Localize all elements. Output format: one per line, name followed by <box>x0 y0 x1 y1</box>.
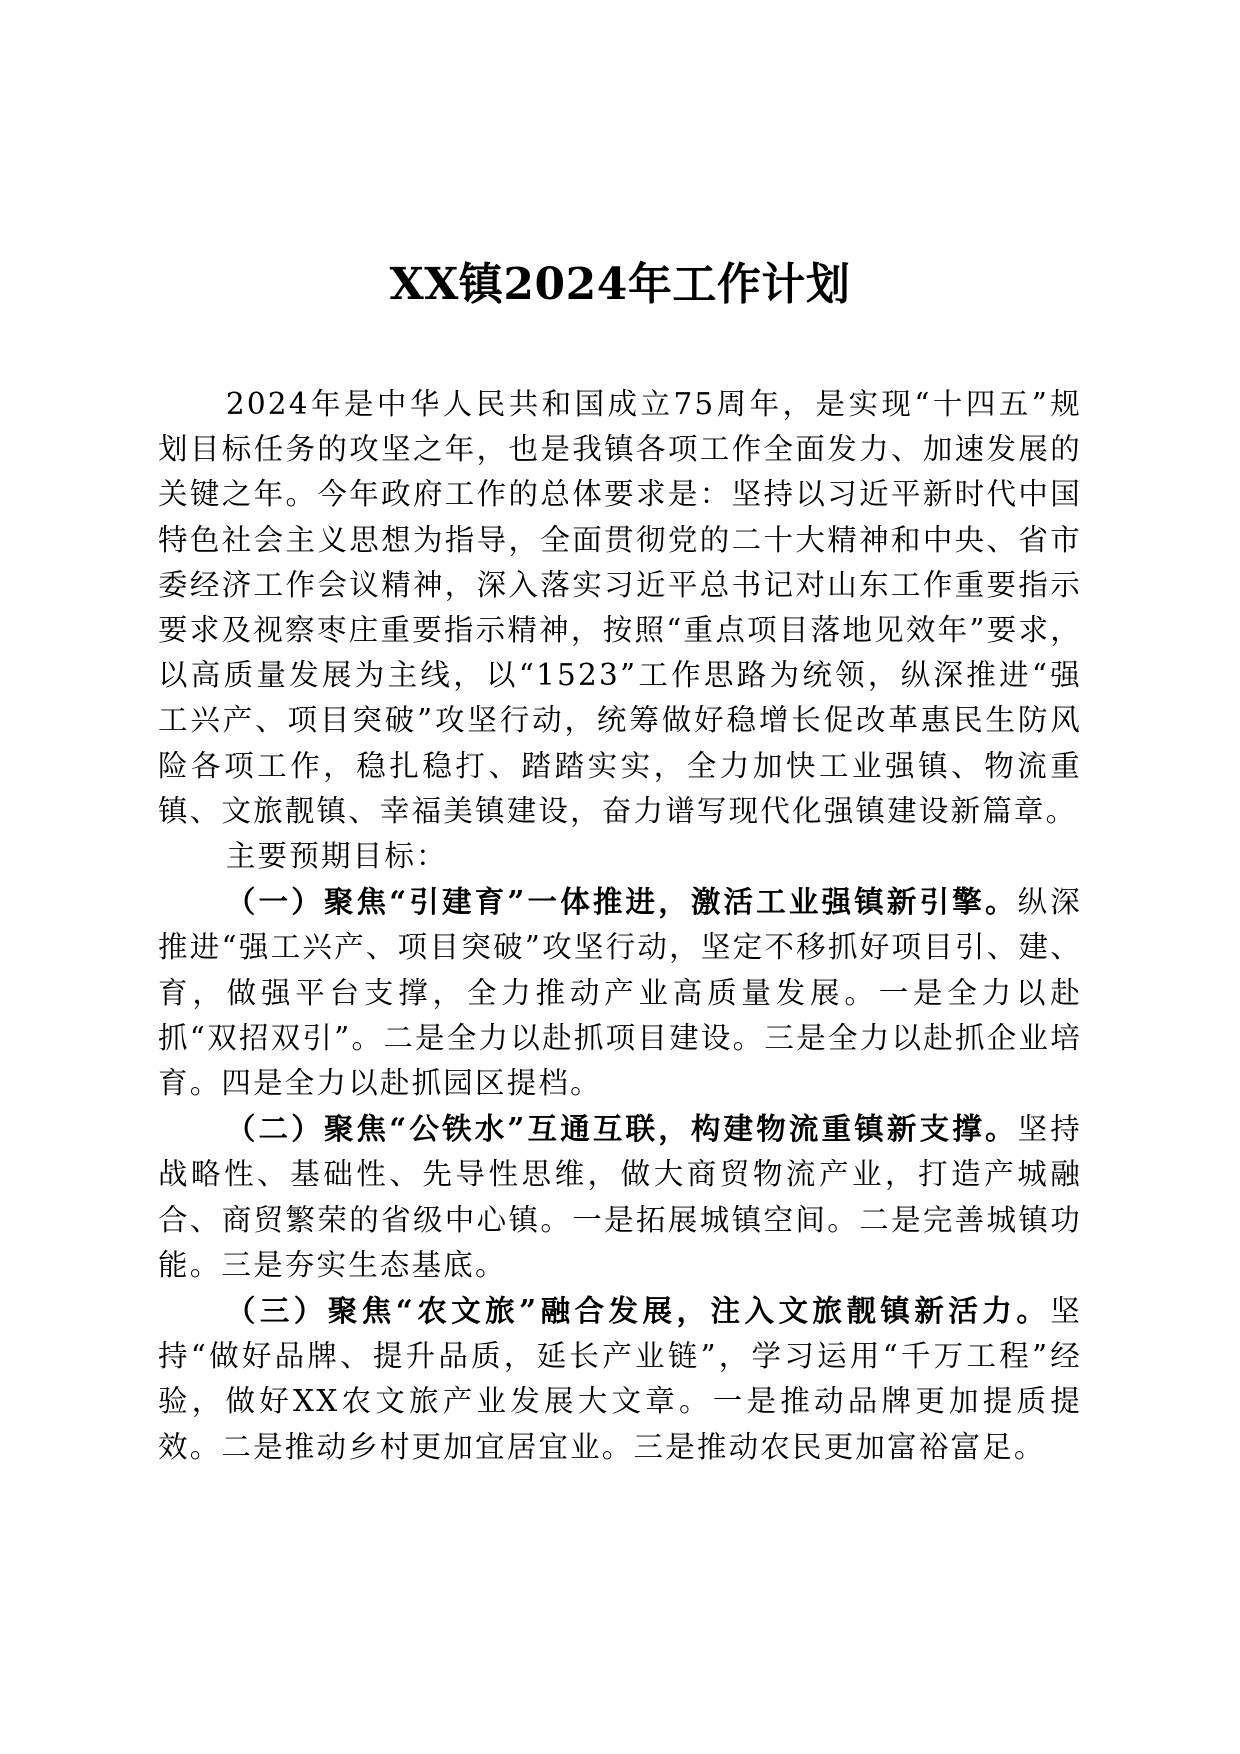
section-1-text: 纵深推进“强工兴产、项目突破”攻坚行动，坚定不移抓好项目引、建、育，做强平台支撑，全力推动产业高质量发展。一是全力以赴抓“双招双引”。二是全力以赴抓项目建设。三是全力以赴抓企业培育。四是全力以赴抓园区提档。 <box>158 885 1082 1101</box>
goals-label-paragraph <box>158 834 1082 879</box>
section-3-paragraph <box>158 1288 1082 1470</box>
section-2-heading: （二）聚焦“公铁水”互通互联，构建物流重镇新支撑。 <box>225 1111 1018 1147</box>
intro-paragraph <box>158 382 1082 834</box>
section-3-heading: （三）聚焦“农文旅”融合发展，注入文旅靓镇新活力。 <box>225 1293 1051 1329</box>
section-2-paragraph <box>158 1106 1082 1288</box>
goals-label-text: 主要预期目标： <box>225 839 448 874</box>
section-2-text: 坚持战略性、基础性、先导性思维，做大商贸物流产业，打造产城融合、商贸繁荣的省级中心镇。一是拓展城镇空间。二是完善城镇功能。三是夯实生态基底。 <box>158 1112 1082 1282</box>
document-body <box>158 382 1082 1470</box>
intro-text: 2024年是中华人民共和国成立75周年，是实现“十四五”规划目标任务的攻坚之年，也是我镇各项工作全面发力、加速发展的关键之年。今年政府工作的总体要求是：坚持以习近平新时代中国特色社会主义思想为指导，全面贯彻党的二十大精神和中央、省市委经济工作会议精神，深入落实习近平总书记对山东工作重要指示要求及视察枣庄重要指示精神，按照“重点项目落地见效年”要求，以高质量发展为主线，以“1523”工作思路为统领，纵深推进“强工兴产、项目突破”攻坚行动，统筹做好稳增长促改革惠民生防风险各项工作，稳扎稳打、踏踏实实，全力加快工业强镇、物流重镇、文旅靓镇、幸福美镇建设，奋力谱写现代化强镇建设新篇章。 <box>158 387 1082 828</box>
section-1-paragraph <box>158 879 1082 1106</box>
section-1-heading: （一）聚焦“引建育”一体推进，激活工业强镇新引擎。 <box>225 884 1018 920</box>
section-3-text: 坚持“做好品牌、提升品质，延长产业链”，学习运用“千万工程”经验，做好XX农文旅产业发展大文章。一是推动品牌更加提质提效。二是推动乡村更加宜居宜业。三是推动农民更加富裕富足。 <box>158 1294 1082 1464</box>
document-title: XX镇2024年工作计划 <box>389 259 851 310</box>
